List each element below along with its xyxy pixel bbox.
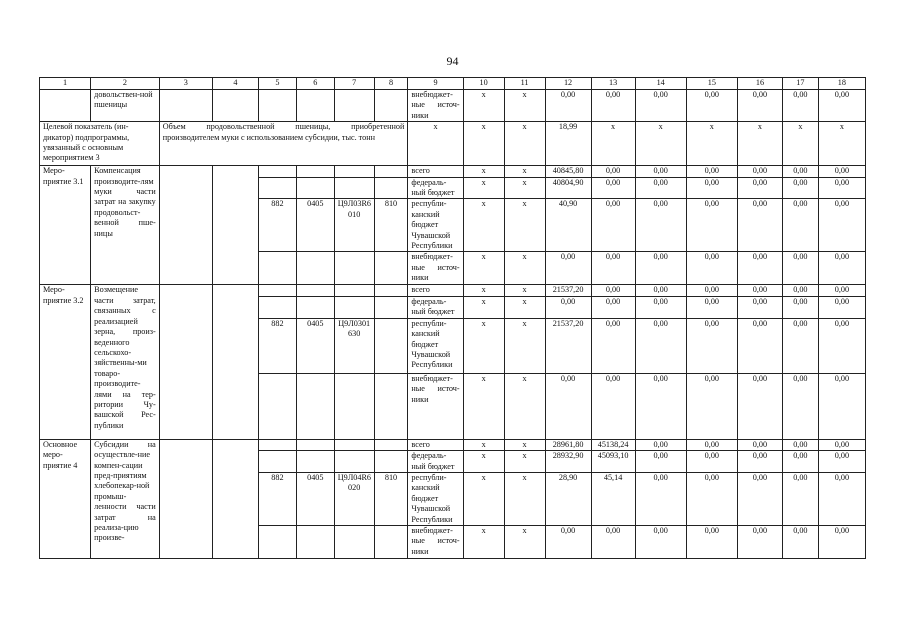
cell-x: x bbox=[504, 525, 545, 558]
cell-value: 0,00 bbox=[686, 451, 737, 473]
cell-value: 0,00 bbox=[635, 90, 686, 122]
funding-source: федераль-ный бюджет bbox=[408, 296, 463, 318]
cell-x: x bbox=[635, 122, 686, 166]
cell-value: 0,00 bbox=[782, 439, 818, 450]
cell-value: 45,14 bbox=[591, 472, 635, 525]
col-header: 5 bbox=[259, 78, 297, 90]
cell-value: 45138,24 bbox=[591, 439, 635, 450]
cell-x: x bbox=[782, 122, 818, 166]
cell-x: x bbox=[818, 122, 865, 166]
cell-value: 0,00 bbox=[818, 199, 865, 252]
cell-value: 0,00 bbox=[782, 90, 818, 122]
section-code: 0405 bbox=[296, 199, 334, 252]
cell-value: 0,00 bbox=[737, 472, 782, 525]
measure-label: Меро-приятие 3.1 bbox=[40, 166, 91, 285]
cell-value: 0,00 bbox=[737, 373, 782, 439]
cell-x: x bbox=[504, 285, 545, 296]
cell-x: x bbox=[463, 451, 504, 473]
cell-value: 0,00 bbox=[635, 285, 686, 296]
funding-source: внебюджет-ные источ-ники bbox=[408, 525, 463, 558]
cell-x: x bbox=[463, 472, 504, 525]
target-article-code: Ц9Л0301 630 bbox=[334, 318, 374, 373]
funding-source: всего bbox=[408, 285, 463, 296]
cell-value: 0,00 bbox=[545, 525, 591, 558]
cell-x: x bbox=[504, 166, 545, 177]
col-header: 6 bbox=[296, 78, 334, 90]
cell-value: 0,00 bbox=[782, 166, 818, 177]
funding-source: федераль-ный бюджет bbox=[408, 451, 463, 473]
cell-value: 0,00 bbox=[635, 199, 686, 252]
cell-value: 0,00 bbox=[635, 166, 686, 177]
cell-value: 0,00 bbox=[635, 177, 686, 199]
cell-value: 45093,10 bbox=[591, 451, 635, 473]
measure-4-total-row bbox=[40, 439, 866, 450]
cell-x: x bbox=[504, 90, 545, 122]
cell-value: 0,00 bbox=[818, 90, 865, 122]
col-header: 2 bbox=[91, 78, 160, 90]
cell-x: x bbox=[463, 199, 504, 252]
cell-x: x bbox=[463, 90, 504, 122]
cell-value: 0,00 bbox=[818, 166, 865, 177]
cell-value: 0,00 bbox=[782, 472, 818, 525]
col-header: 7 bbox=[334, 78, 374, 90]
cell-value: 0,00 bbox=[635, 525, 686, 558]
col-header: 4 bbox=[212, 78, 258, 90]
measure-3-1-total-row bbox=[40, 166, 866, 177]
continued-description: довольствен-ной пшеницы bbox=[91, 90, 160, 122]
cell-x: x bbox=[463, 122, 504, 166]
cell-value: 40845,80 bbox=[545, 166, 591, 177]
cell-value: 0,00 bbox=[686, 177, 737, 199]
col-header: 1 bbox=[40, 78, 91, 90]
target-article-code: Ц9Л04R6 020 bbox=[334, 472, 374, 525]
cell-value: 0,00 bbox=[686, 90, 737, 122]
cell-value: 0,00 bbox=[635, 318, 686, 373]
target-indicator-label: Целевой показатель (ин-дикатор) подпрограммы, увязанный с основным мероприятием 3 bbox=[40, 122, 160, 166]
measure-description: Субсидии на осуществле-ние компен-сации пред-приятиям хлебопекар-ной промыш-ленности части затрат на реализа-цию произве- bbox=[91, 439, 160, 558]
col-header: 17 bbox=[782, 78, 818, 90]
col-header: 13 bbox=[591, 78, 635, 90]
cell-x: x bbox=[591, 122, 635, 166]
cell-x: x bbox=[737, 122, 782, 166]
cell-value: 0,00 bbox=[591, 252, 635, 285]
cell-value: 0,00 bbox=[591, 166, 635, 177]
cell-value: 0,00 bbox=[591, 199, 635, 252]
expense-type-code bbox=[374, 318, 408, 373]
cell-value: 0,00 bbox=[782, 285, 818, 296]
col-header: 8 bbox=[374, 78, 408, 90]
section-code: 0405 bbox=[296, 472, 334, 525]
cell-value: 28932,90 bbox=[545, 451, 591, 473]
col-header: 15 bbox=[686, 78, 737, 90]
funding-source: республи-канский бюджет Чувашской Республики bbox=[408, 472, 463, 525]
measure-label: Меро-приятие 3.2 bbox=[40, 285, 91, 439]
cell-value: 0,00 bbox=[545, 252, 591, 285]
cell-value: 0,00 bbox=[635, 439, 686, 450]
cell-x: x bbox=[504, 439, 545, 450]
cell-x: x bbox=[504, 451, 545, 473]
funding-source: внебюджет-ные источ-ники bbox=[408, 373, 463, 439]
cell-value: 0,00 bbox=[737, 285, 782, 296]
target-value: 18,99 bbox=[545, 122, 591, 166]
cell-value: 0,00 bbox=[635, 252, 686, 285]
cell-value: 0,00 bbox=[545, 90, 591, 122]
cell-value: 0,00 bbox=[635, 373, 686, 439]
grbs-code: 882 bbox=[259, 472, 297, 525]
cell-value: 40,90 bbox=[545, 199, 591, 252]
continuation-row bbox=[40, 90, 866, 122]
cell-value: 0,00 bbox=[818, 318, 865, 373]
cell-value: 0,00 bbox=[737, 252, 782, 285]
cell-value: 0,00 bbox=[737, 90, 782, 122]
cell-value: 0,00 bbox=[737, 525, 782, 558]
cell-value: 0,00 bbox=[545, 296, 591, 318]
cell-value: 0,00 bbox=[686, 373, 737, 439]
cell-value: 0,00 bbox=[686, 252, 737, 285]
cell-value: 0,00 bbox=[591, 296, 635, 318]
cell-x: x bbox=[463, 525, 504, 558]
col-header: 11 bbox=[504, 78, 545, 90]
cell-value: 21537,20 bbox=[545, 318, 591, 373]
cell-x: x bbox=[504, 252, 545, 285]
cell-value: 0,00 bbox=[818, 525, 865, 558]
cell-value: 28961,80 bbox=[545, 439, 591, 450]
cell-x: x bbox=[463, 252, 504, 285]
col-header: 12 bbox=[545, 78, 591, 90]
page-number: 94 bbox=[446, 54, 459, 68]
cell-value: 0,00 bbox=[782, 525, 818, 558]
cell-value: 0,00 bbox=[818, 451, 865, 473]
col-header: 10 bbox=[463, 78, 504, 90]
cell-x: x bbox=[463, 166, 504, 177]
cell-value: 0,00 bbox=[737, 166, 782, 177]
measure-description: Компенсация производите-лям муки части затрат на закупку продовольст-венной пше-ницы bbox=[91, 166, 160, 285]
cell-x: x bbox=[504, 177, 545, 199]
target-indicator-text: Объем продовольственной пшеницы, приобретенной производителем муки с использованием субсидии, тыс. тонн bbox=[159, 122, 408, 166]
cell-x: x bbox=[504, 373, 545, 439]
cell-value: 0,00 bbox=[545, 373, 591, 439]
cell-value: 0,00 bbox=[818, 252, 865, 285]
funding-source: всего bbox=[408, 439, 463, 450]
cell-value: 0,00 bbox=[818, 296, 865, 318]
grbs-code: 882 bbox=[259, 318, 297, 373]
cell-value: 0,00 bbox=[818, 472, 865, 525]
cell-value: 0,00 bbox=[818, 373, 865, 439]
cell-value: 0,00 bbox=[591, 177, 635, 199]
col-header: 18 bbox=[818, 78, 865, 90]
cell-value: 0,00 bbox=[818, 177, 865, 199]
funding-source: федераль-ный бюджет bbox=[408, 177, 463, 199]
target-article-code: Ц9Л03R6 010 bbox=[334, 199, 374, 252]
cell-value: 21537,20 bbox=[545, 285, 591, 296]
cell-x: x bbox=[463, 318, 504, 373]
cell-value: 0,00 bbox=[782, 252, 818, 285]
cell-x: x bbox=[504, 199, 545, 252]
cell-value: 0,00 bbox=[737, 296, 782, 318]
cell-value: 0,00 bbox=[686, 472, 737, 525]
cell-value: 0,00 bbox=[737, 439, 782, 450]
col-header: 16 bbox=[737, 78, 782, 90]
cell-value: 0,00 bbox=[686, 285, 737, 296]
header-row bbox=[40, 78, 866, 90]
cell-value: 0,00 bbox=[591, 373, 635, 439]
cell-value: 0,00 bbox=[782, 318, 818, 373]
section-code: 0405 bbox=[296, 318, 334, 373]
cell-x: x bbox=[463, 373, 504, 439]
budget-table bbox=[39, 77, 866, 559]
cell-value: 0,00 bbox=[782, 451, 818, 473]
cell-value: 0,00 bbox=[782, 199, 818, 252]
cell-value: 0,00 bbox=[686, 439, 737, 450]
col-header: 9 bbox=[408, 78, 463, 90]
col-header: 14 bbox=[635, 78, 686, 90]
measure-description: Возмещение части затрат, связанных с реализацией зерна, произ-веденного сельскохо-зяйственны-ми товаро-производите-лями на тер-ритории Чу-вашской Рес-публики bbox=[91, 285, 160, 439]
cell-value: 0,00 bbox=[591, 285, 635, 296]
cell-value: 0,00 bbox=[686, 166, 737, 177]
cell-x: x bbox=[504, 296, 545, 318]
cell-value: 0,00 bbox=[635, 472, 686, 525]
cell-value: 0,00 bbox=[591, 90, 635, 122]
cell-value: 0,00 bbox=[686, 318, 737, 373]
cell-value: 0,00 bbox=[782, 177, 818, 199]
cell-x: x bbox=[504, 472, 545, 525]
expense-type-code: 810 bbox=[374, 472, 408, 525]
cell-value: 0,00 bbox=[591, 318, 635, 373]
cell-x: x bbox=[463, 177, 504, 199]
cell-value: 0,00 bbox=[782, 373, 818, 439]
cell-x: x bbox=[463, 439, 504, 450]
expense-type-code: 810 bbox=[374, 199, 408, 252]
cell-value: 0,00 bbox=[686, 525, 737, 558]
funding-source: внебюджет-ные источ-ники bbox=[408, 90, 463, 122]
cell-value: 0,00 bbox=[737, 199, 782, 252]
grbs-code: 882 bbox=[259, 199, 297, 252]
cell-x: x bbox=[504, 122, 545, 166]
funding-source: всего bbox=[408, 166, 463, 177]
cell-value: 0,00 bbox=[635, 451, 686, 473]
funding-source: внебюджет-ные источ-ники bbox=[408, 252, 463, 285]
cell-value: 0,00 bbox=[818, 439, 865, 450]
col-header: 3 bbox=[159, 78, 212, 90]
cell-value: 0,00 bbox=[818, 285, 865, 296]
cell-x: x bbox=[463, 285, 504, 296]
cell-value: 0,00 bbox=[686, 296, 737, 318]
cell-value: 0,00 bbox=[782, 296, 818, 318]
measure-label: Основное меро-приятие 4 bbox=[40, 439, 91, 558]
cell-value: 0,00 bbox=[737, 451, 782, 473]
funding-source: республи-канский бюджет Чувашской Республики bbox=[408, 199, 463, 252]
cell-x: x bbox=[686, 122, 737, 166]
cell-x: x bbox=[463, 296, 504, 318]
cell-value: 0,00 bbox=[635, 296, 686, 318]
cell-value: 0,00 bbox=[737, 318, 782, 373]
target-indicator-row bbox=[40, 122, 866, 166]
cell-x: x bbox=[504, 318, 545, 373]
cell-value: 0,00 bbox=[591, 525, 635, 558]
cell-value: 0,00 bbox=[686, 199, 737, 252]
cell-value: 0,00 bbox=[737, 177, 782, 199]
cell-x: x bbox=[408, 122, 463, 166]
measure-3-2-total-row bbox=[40, 285, 866, 296]
cell-value: 40804,90 bbox=[545, 177, 591, 199]
cell-value: 28,90 bbox=[545, 472, 591, 525]
funding-source: республи-канский бюджет Чувашской Республики bbox=[408, 318, 463, 373]
